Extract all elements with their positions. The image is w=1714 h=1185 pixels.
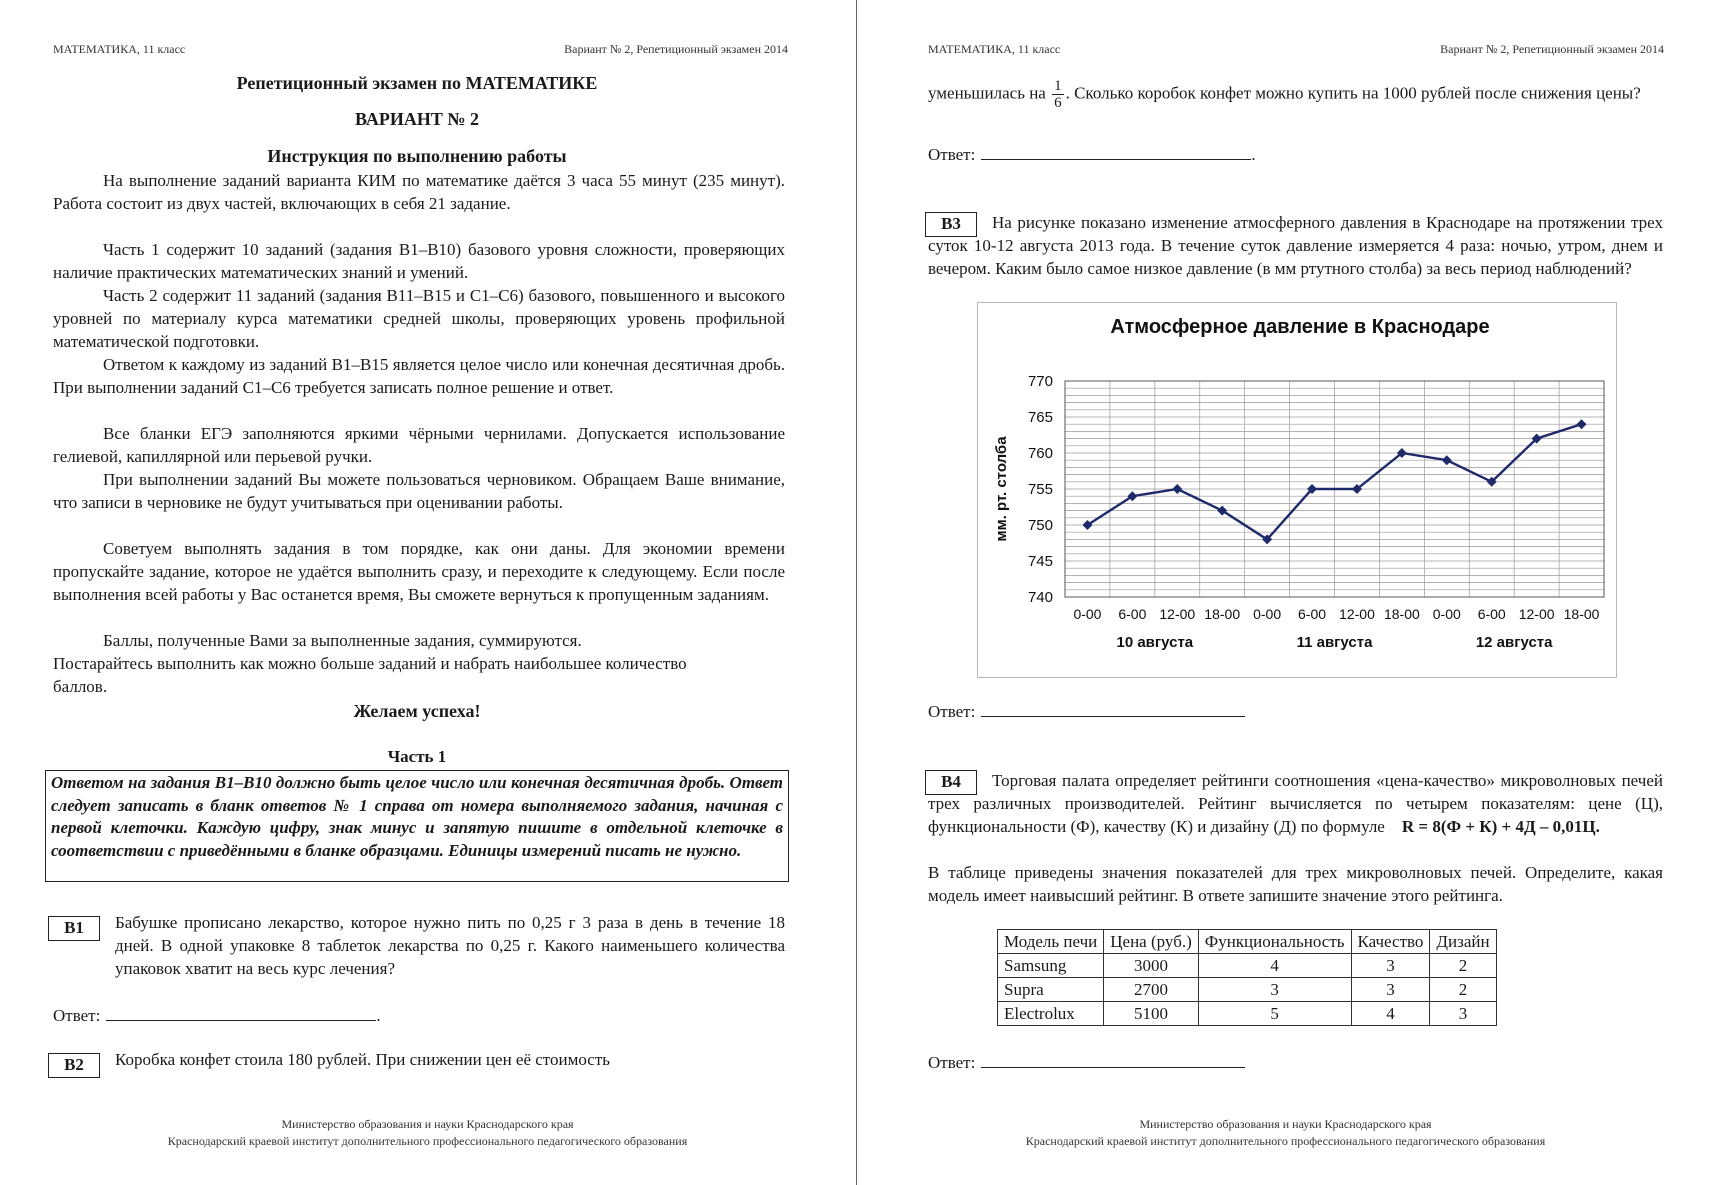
answer-label: Ответ: (928, 1053, 976, 1072)
answer-dot: . (376, 1006, 381, 1025)
chart-y-tick-label: 745 (1027, 553, 1053, 570)
chart-x-tick-label: 18-00 (1563, 606, 1600, 622)
instruction-para-8a: Баллы, полученные Вами за выполненные задания, суммируются. (103, 631, 582, 650)
table-header: Качество (1351, 930, 1430, 954)
table-cell: 4 (1351, 1002, 1430, 1026)
chart-y-tick-label: 770 (1027, 373, 1053, 390)
table-cell: 3000 (1104, 954, 1199, 978)
exam-title: Репетиционный экзамен по МАТЕМАТИКЕ (236, 73, 598, 93)
task-b2-label: B2 (48, 1053, 100, 1078)
chart-x-tick-label: 0-00 (1432, 606, 1461, 622)
instruction-title: Инструкция по выполнению работы (267, 146, 567, 166)
instruction-para-8b: Постарайтесь выполнить как можно больше заданий и набрать наибольшее количество баллов. (53, 654, 687, 696)
chart-data-point (1442, 455, 1452, 465)
chart-x-tick-label: 0-00 (1253, 606, 1282, 622)
task-b3-label: B3 (925, 212, 977, 237)
answer-label: Ответ: (928, 702, 976, 721)
table-row (998, 978, 1497, 1002)
fraction-numerator: 1 (1054, 78, 1062, 94)
table-cell: 3 (1430, 1002, 1496, 1026)
table-cell: 4 (1198, 954, 1351, 978)
variant-title: ВАРИАНТ № 2 (355, 109, 479, 129)
page-left (0, 0, 855, 1185)
table-row (998, 954, 1497, 978)
task-b1-label: B1 (48, 916, 100, 941)
chart-x-tick-label: 6-00 (1298, 606, 1327, 622)
table-cell: 2700 (1104, 978, 1199, 1002)
chart-x-tick-label: 0-00 (1073, 606, 1102, 622)
footer-institute: Краснодарский краевой институт дополнительного профессионального педагогического образования (167, 1134, 688, 1148)
chart-y-tick-label: 750 (1027, 517, 1053, 534)
task-b2-continuation (928, 78, 1663, 111)
table-cell: Supra (998, 978, 1104, 1002)
table-header: Функциональность (1198, 930, 1351, 954)
chart-x-tick-label: 18-00 (1204, 606, 1241, 622)
instruction-para-2: Часть 1 содержит 10 заданий (задания B1–B10) базового уровня сложности, проверяющих наличие практических математических знаний и умений. (53, 240, 785, 282)
part-title: Часть 1 (387, 747, 447, 766)
table-header: Дизайн (1430, 930, 1496, 954)
chart-x-tick-label: 6-00 (1477, 606, 1506, 622)
pressure-chart-svg (978, 303, 1616, 677)
wish-text: Желаем успеха! (353, 701, 481, 721)
answer-dot: . (1251, 145, 1256, 164)
chart-x-tick-label: 18-00 (1383, 606, 1420, 622)
table-cell: 5100 (1104, 1002, 1199, 1026)
chart-data-point (1577, 419, 1587, 429)
instruction-para-3: Часть 2 содержит 11 заданий (задания B11–B15 и С1–С6) базового, повышенного и высокого уровней по материалу курса математики средней школы, проверяющих уровень профильной математической подготовки. (53, 286, 785, 351)
instruction-para-1: На выполнение заданий варианта КИМ по математике даётся 3 часа 55 минут (235 минут). Работа состоит из двух частей, включающих в себя 21 задание. (53, 171, 785, 213)
table-cell: Electrolux (998, 1002, 1104, 1026)
page-right (857, 0, 1714, 1185)
ovens-table (997, 929, 1497, 1026)
table-cell: 2 (1430, 978, 1496, 1002)
table-row (998, 1002, 1497, 1026)
chart-group-label: 11 августа (1296, 634, 1373, 651)
fraction-denominator: 6 (1054, 95, 1062, 111)
footer-institute: Краснодарский краевой институт дополнительного профессионального педагогического образования (1025, 1134, 1546, 1148)
table-cell: 5 (1198, 1002, 1351, 1026)
b2-cont-a: уменьшилась на (928, 83, 1046, 103)
table-cell: 3 (1198, 978, 1351, 1002)
fraction-one-sixth (1052, 78, 1064, 111)
instruction-para-6: При выполнении заданий Вы можете пользоваться черновиком. Обращаем Ваше внимание, что записи в черновике не будут учитываться при оценивании работы. (53, 470, 785, 512)
b4-answer (928, 1051, 1245, 1073)
task-b4-text (928, 769, 1663, 838)
chart-group-label: 12 августа (1475, 634, 1553, 651)
b4-text-body: Торговая палата определяет рейтинги соотношения «цена-качество» микроволновых печей трех различных производителей. Рейтинг вычисляется по четырем показателям: цене (Ц), функциональности (Ф), качеству (К) и дизайну (Д) по формуле (928, 771, 1663, 836)
table-cell: Samsung (998, 954, 1104, 978)
header-variant: Вариант № 2, Репетиционный экзамен 2014 (1440, 42, 1664, 56)
b2-cont-b: . Сколько коробок конфет можно купить на 1000 рублей после снижения цены? (1065, 83, 1641, 103)
answer-label: Ответ: (53, 1006, 101, 1025)
b2-answer (928, 143, 1256, 165)
b1-answer (53, 1004, 381, 1026)
instruction-para-7: Советуем выполнять задания в том порядке, как они даны. Для экономии времени пропускайте задание, которое не удаётся выполнить сразу, и переходите к следующему. Если после выполнения всей работы у Вас останется время, Вы сможете вернуться к пропущенным заданиям. (53, 539, 785, 604)
chart-x-tick-label: 12-00 (1339, 606, 1375, 622)
footer (857, 1116, 1714, 1150)
chart-x-tick-label: 6-00 (1118, 606, 1147, 622)
footer-ministry: Министерство образования и науки Краснодарского края (1139, 1117, 1432, 1131)
chart-y-tick-label: 760 (1027, 445, 1053, 462)
instruction-para-4: Ответом к каждому из заданий B1–B15 является целое число или конечная десятичная дробь. При выполнении заданий С1–С6 требуется записать полное решение и ответ. (53, 355, 785, 397)
chart-y-tick-label: 740 (1027, 589, 1053, 606)
b3-answer (928, 700, 1245, 722)
footer (0, 1116, 855, 1150)
chart-x-tick-label: 12-00 (1159, 606, 1196, 622)
pressure-chart (977, 302, 1617, 678)
b4-formula: R = 8(Ф + К) + 4Д – 0,01Ц. (1401, 817, 1600, 836)
footer-ministry: Министерство образования и науки Краснодарского края (281, 1117, 574, 1131)
chart-y-tick-label: 755 (1027, 481, 1053, 498)
answer-line[interactable] (981, 143, 1251, 160)
table-header: Модель печи (998, 930, 1104, 954)
table-header: Цена (руб.) (1104, 930, 1199, 954)
chart-y-axis-label: мм. рт. столба (993, 436, 1010, 542)
chart-x-tick-label: 12-00 (1518, 606, 1555, 622)
chart-data-point (1172, 484, 1182, 494)
header-subject: МАТЕМАТИКА, 11 класс (53, 42, 186, 56)
table-cell: 3 (1351, 954, 1430, 978)
task-b4-text-2: В таблице приведены значения показателей для трех микроволновых печей. Определите, какая модель имеет наивысший рейтинг. В ответе запишите значение этого рейтинга. (928, 863, 1663, 905)
chart-y-tick-label: 765 (1027, 409, 1053, 426)
part1-notice: Ответом на задания B1–B10 должно быть целое число или конечная десятичная дробь. Ответ следует записать в бланк ответов № 1 справа от номера выполняемого задания, начиная с первой клеточки. Каждую цифру, знак минус и запятую пишите в отдельной клеточке в соответствии с приведёнными в бланке образцами. Единицы измерений писать не нужно. (45, 770, 789, 882)
chart-group-label: 10 августа (1116, 634, 1194, 651)
table-header-row (998, 930, 1497, 954)
answer-line[interactable] (981, 1051, 1245, 1068)
header-subject: МАТЕМАТИКА, 11 класс (928, 42, 1061, 56)
answer-label: Ответ: (928, 145, 976, 164)
table-cell: 3 (1351, 978, 1430, 1002)
task-b2-text: Коробка конфет стоила 180 рублей. При снижении цен её стоимость (115, 1050, 611, 1069)
instruction-para-5: Все бланки ЕГЭ заполняются яркими чёрными чернилами. Допускается использование гелиевой, капиллярной или перьевой ручки. (53, 424, 785, 466)
task-b3-text: На рисунке показано изменение атмосферного давления в Краснодаре на протяжении трех суток 10-12 августа 2013 года. В течение суток давление измеряется 4 раза: ночью, утром, днем и вечером. Каким было самое низкое давление (в мм ртутного столба) за весь период наблюдений? (928, 213, 1663, 278)
task-b1-text: Бабушке прописано лекарство, которое нужно пить по 0,25 г 3 раза в день в течение 18 дней. В одной упаковке 8 таблеток лекарства по 0,25 г. Какого наименьшего количества упаковок хватит на весь курс лечения? (115, 913, 785, 978)
chart-title: Атмосферное давление в Краснодаре (1110, 316, 1490, 338)
header-variant: Вариант № 2, Репетиционный экзамен 2014 (564, 42, 788, 56)
answer-line[interactable] (106, 1004, 376, 1021)
task-b4-label: B4 (925, 770, 977, 795)
answer-line[interactable] (981, 700, 1245, 717)
table-cell: 2 (1430, 954, 1496, 978)
